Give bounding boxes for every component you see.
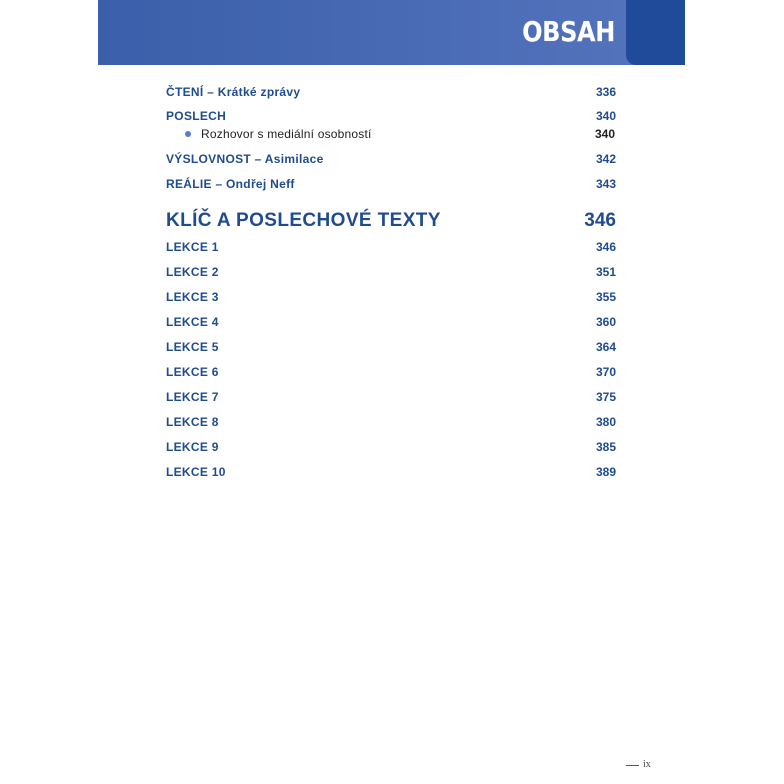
toc-entry-page: 389 [595, 465, 616, 479]
toc-entry-lekce-7[interactable] [166, 388, 616, 406]
toc-entry-lekce-10[interactable] [166, 463, 616, 481]
toc-entry-lekce-3[interactable] [166, 288, 616, 306]
toc-entry-label: POSLECH [166, 109, 227, 123]
toc-entry-label: LEKCE 5 [166, 340, 219, 354]
toc-entry-vyslovnost[interactable] [166, 150, 616, 168]
toc-entry-lekce-4[interactable] [166, 313, 616, 331]
toc-entry-page: 375 [595, 390, 616, 404]
toc-entry-lekce-6[interactable] [166, 363, 616, 381]
toc-section-page: 346 [584, 210, 616, 231]
toc-entry-page: 342 [595, 152, 616, 166]
toc-entry-realie[interactable] [166, 175, 616, 193]
toc-entry-cteni[interactable] [166, 83, 616, 101]
toc-entry-label: LEKCE 9 [166, 440, 219, 454]
toc-entry-lekce-9[interactable] [166, 438, 616, 456]
toc-entry-page: 336 [595, 85, 616, 99]
toc-entry-page: 340 [595, 109, 616, 123]
toc-subentry-label: Rozhovor s mediální osobností [201, 127, 372, 141]
toc-entry-label: LEKCE 2 [166, 265, 219, 279]
toc-entry-label: LEKCE 4 [166, 315, 219, 329]
toc-entry-lekce-2[interactable] [166, 263, 616, 281]
toc-entry-poslech[interactable] [166, 107, 616, 125]
toc-entry-page: 360 [595, 315, 616, 329]
toc-section-label: KLÍČ A POSLECHOVÉ TEXTY [166, 210, 441, 231]
toc-entry-label: LEKCE 1 [166, 240, 219, 254]
toc-entry-label: LEKCE 8 [166, 415, 219, 429]
toc-entry-page: 370 [595, 365, 616, 379]
toc-entry-label: LEKCE 10 [166, 465, 226, 479]
toc-section-klic[interactable] [166, 207, 616, 235]
header-tab [626, 0, 685, 65]
toc-entry-page: 355 [595, 290, 616, 304]
header-band [98, 0, 685, 65]
toc-entry-lekce-1[interactable] [166, 238, 616, 256]
toc-entry-label: VÝSLOVNOST – Asimilace [166, 152, 324, 166]
toc-entry-label: ČTENÍ – Krátké zprávy [166, 85, 301, 99]
toc-entry-page: 385 [595, 440, 616, 454]
toc-entry-label: LEKCE 3 [166, 290, 219, 304]
toc-entry-page: 351 [595, 265, 616, 279]
toc-subentry-page: 340 [594, 127, 615, 141]
page-title: OBSAH [522, 15, 615, 48]
footer-dash [626, 765, 639, 766]
toc-entry-lekce-5[interactable] [166, 338, 616, 356]
toc-entry-label: LEKCE 6 [166, 365, 219, 379]
toc-entry-page: 343 [595, 177, 616, 191]
bullet-icon [185, 131, 191, 137]
toc-entry-lekce-8[interactable] [166, 413, 616, 431]
toc-entry-label: REÁLIE – Ondřej Neff [166, 177, 295, 191]
toc-entry-label: LEKCE 7 [166, 390, 219, 404]
toc-entry-page: 364 [595, 340, 616, 354]
toc-entry-page: 380 [595, 415, 616, 429]
toc-entry-page: 346 [595, 240, 616, 254]
toc-subentry-rozhovor[interactable] [166, 125, 616, 143]
footer-page-number: ix [643, 759, 651, 770]
